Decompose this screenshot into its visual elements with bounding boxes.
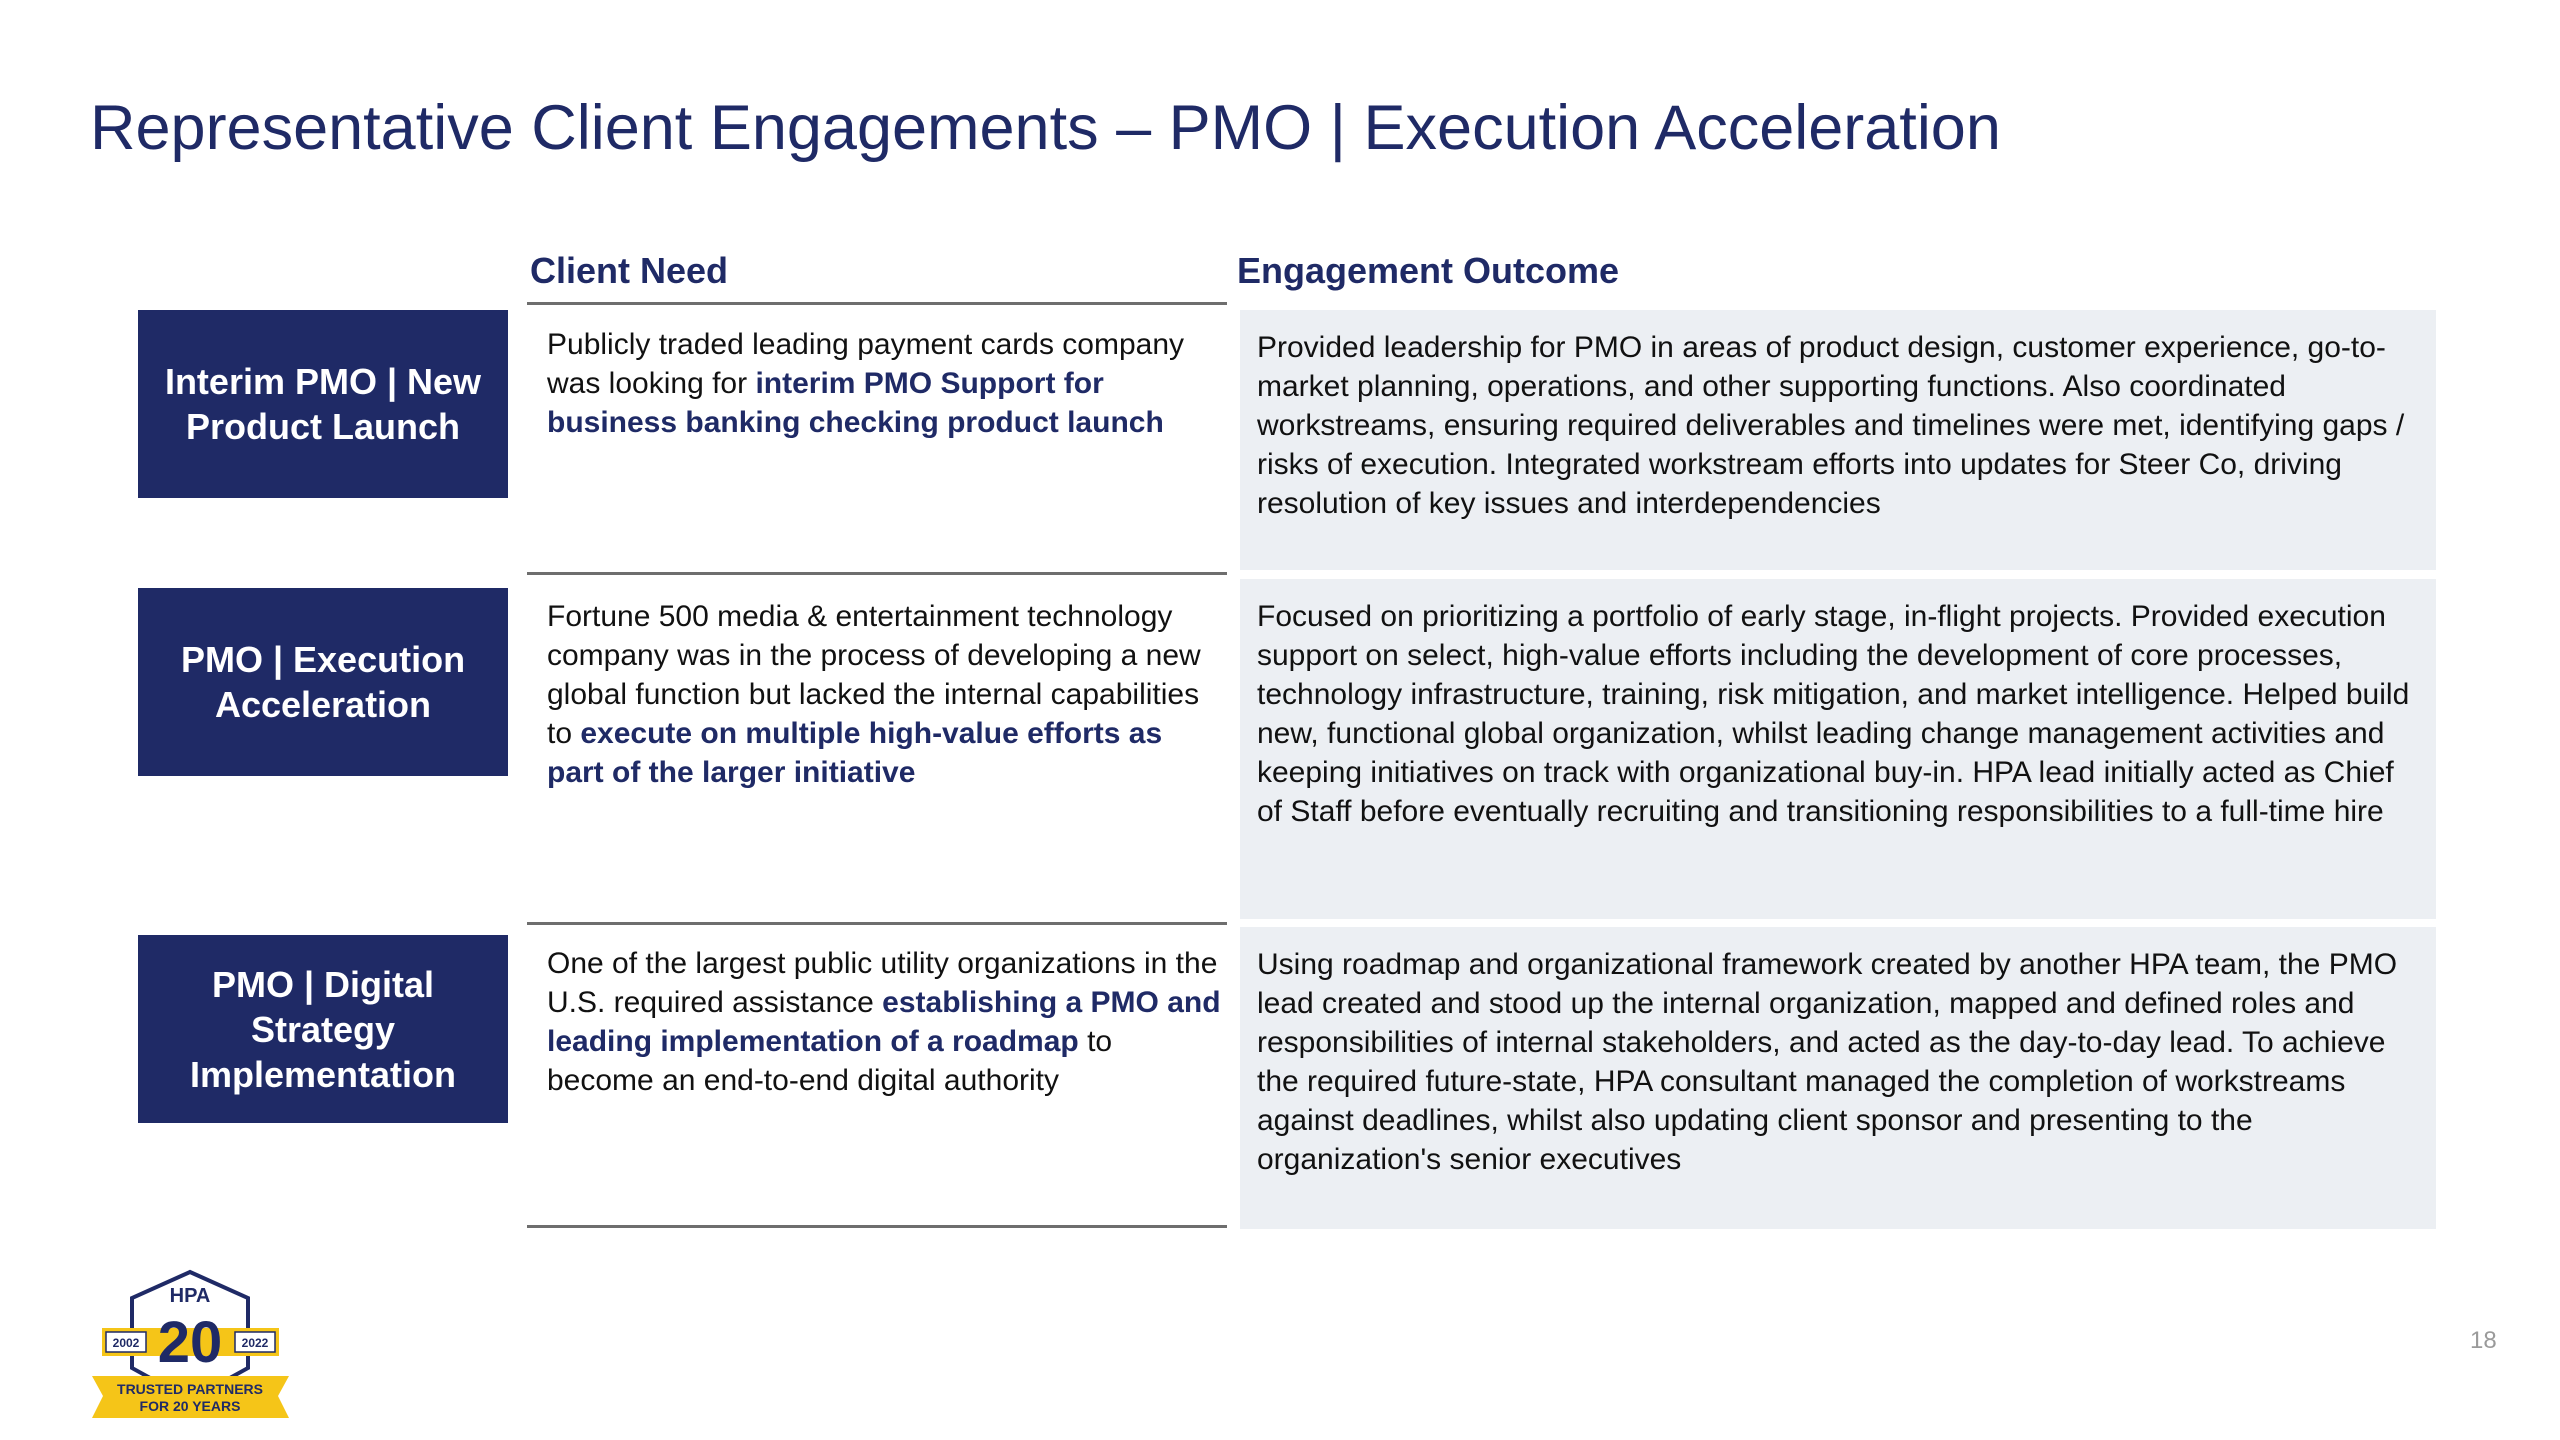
engagement-label [138,588,508,776]
need-segment: One of the largest public utility organizations in the U.S. required assistance [547,947,1218,1019]
divider [527,302,1227,305]
divider [527,922,1227,925]
hpa-20-year-badge-logo [88,1268,293,1428]
need-segment-bold: interim PMO Support for business banking checking product launch [547,367,1164,439]
logo-brand: HPA [169,1285,211,1307]
logo-number: 20 [157,1310,223,1375]
engagement-outcome-text: Using roadmap and organizational framework created by another HPA team, the PMO lead created and stood up the internal organization, mapped and defined roles and responsibilities of internal stakeholders, and acted as the day-to-day lead. To achieve the required future-state, HPA consultant managed the completion of workstreams against deadlines, whilst also updating client sponsor and presenting to the organization's senior executives [1257,948,2398,1176]
engagement-outcome-panel [1240,310,2436,570]
engagement-label [138,935,508,1123]
client-need-text [547,325,1227,442]
client-need-text [547,944,1227,1100]
client-need-text [547,597,1227,792]
engagement-label-text: PMO | Digital Strategy Implementation [189,963,457,1095]
divider [527,1225,1227,1228]
need-segment: to become an end-to-end digital authority [547,1025,1113,1097]
slide-title: Representative Client Engagements – PMO | Execution Acceleration [90,93,2001,163]
need-segment: Fortune 500 media & entertainment technology company was in the process of developing a new global function but lacked the internal capabilities to [547,600,1201,750]
engagement-outcome-text: Provided leadership for PMO in areas of product design, customer experience, go-to-market planning, operations, and other supporting functions. Also coordinated workstreams, ensuring required deliverables and timelines were met, identifying gaps / risks of execution. Integrated workstream efforts into updates for Steer Co, driving resolution of key issues and interdependencies [1257,331,2405,520]
logo-tagline-1: TRUSTED PARTNERS [117,1381,263,1397]
logo-year-start: 2002 [112,1336,140,1350]
engagement-outcome-panel [1240,579,2436,919]
logo-tagline-2: FOR 20 YEARS [139,1398,241,1414]
client-need-header: Client Need [530,250,729,291]
logo-year-end: 2022 [241,1336,269,1350]
divider [527,572,1227,575]
page-number: 18 [2470,1327,2497,1354]
engagement-label [138,310,508,498]
engagement-outcome-header: Engagement Outcome [1237,250,1620,291]
need-segment-bold: execute on multiple high-value efforts as part of the larger initiative [547,717,1163,789]
engagement-label-text: Interim PMO | New Product Launch [164,361,482,447]
engagement-outcome-text: Focused on prioritizing a portfolio of early stage, in-flight projects. Provided execution support on select, high-value efforts including the development of core processes, technology infrastructure, training, risk mitigation, and market intelligence. Helped build new, functional global organization, whilst leading change management activities and keeping initiatives on track with organizational buy-in. HPA lead initially acted as Chief of Staff before eventually recruiting and transitioning responsibilities to a full-time hire [1257,600,2410,828]
need-segment: Publicly traded leading payment cards company was looking for [547,328,1185,400]
need-segment-bold: establishing a PMO and leading implementation of a roadmap [547,986,1221,1058]
engagement-outcome-panel [1240,927,2436,1229]
engagement-label-text: PMO | Execution Acceleration [180,639,466,725]
